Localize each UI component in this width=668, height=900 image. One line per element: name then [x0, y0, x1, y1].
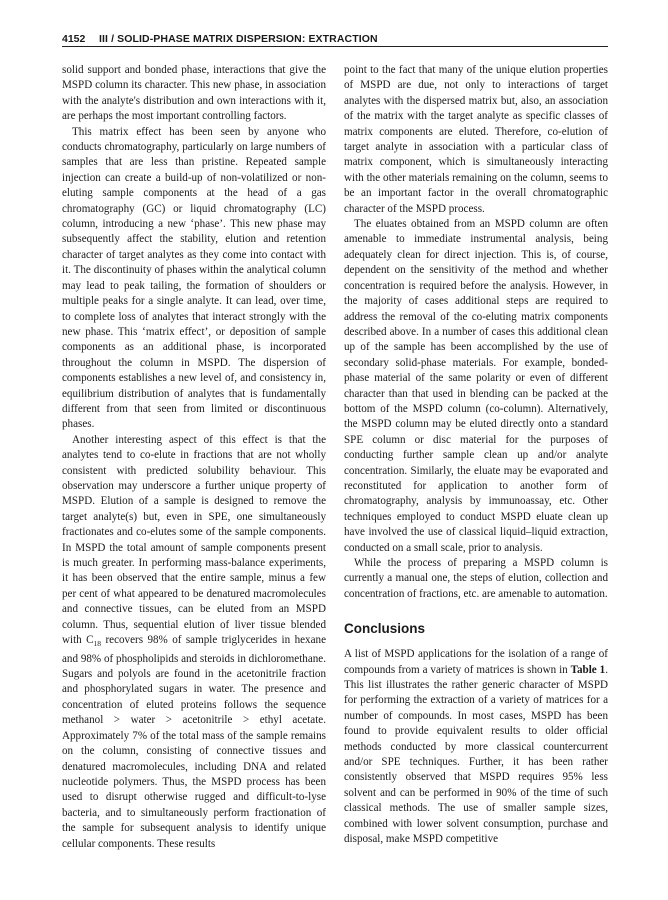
- left-paragraph-3: [62, 433, 326, 852]
- right-paragraph-4-part-b: . This list illustrates the rather generic character of MSPD for performing the extraction of a variety of matrices for a number of compounds. In most cases, MSPD has been found to provide equivalent results to older official methods conducted by more classical countercurrent and/or SPE techniques. Further, it has been rather consistently observed that MSPD requires 95% less solvent and can be performed in 90% of the time of such classical methods. The use of smaller sample sizes, combined with lower solvent consumption, purchase and disposal, make MSPD competitive: [344, 663, 608, 846]
- left-column: [62, 63, 326, 852]
- running-title: III / SOLID-PHASE MATRIX DISPERSION: EXTRACTION: [99, 33, 378, 45]
- left-paragraph-2: This matrix effect has been seen by anyone who conducts chromatography, particularly on large numbers of samples that are less than pristine. Repeated sample injection can create a build-up of non-volatilized or non-eluting sample components at the head of a gas chromatography (GC) or liquid chromatography (LC) column, introducing a new ‘phase’. This new phase may subsequently affect the stability, elution and retention character of target analytes as they come into contact with it. The discontinuity of phases within the analytical column may lead to peak tailing, the formation of shoulders or multiple peaks for a single analyte. It can lead, over time, to complete loss of analytes that interact strongly with the new phase. This ‘matrix effect’, or deposition of sample components as an additional phase, is incorporated throughout the column in MSPD. The dispersion of components establishes a new level of, and consistency in, equilibrium distribution of analytes that is fundamentally different from that seen from limited or discontinuous phases.: [62, 125, 326, 431]
- right-paragraph-4: [344, 647, 608, 847]
- right-paragraph-1: point to the fact that many of the unique elution properties of MSPD are due, not only to interactions of target analytes with the dispersed matrix but, also, an association of the matrix with the target analyte as specific classes of matrix components are eluted. Therefore, co-elution of target analyte in association with a particular class of matrix component, which is simultaneously interacting with the other materials remaining on the column, seems to be an important factor in the overall chromatographic character of the MSPD process.: [344, 64, 608, 215]
- left-paragraph-1: solid support and bonded phase, interactions that give the MSPD column its character. This new phase, in association with the analyte's distribution and own interactions with it, are perhaps the most important controlling factors.: [62, 64, 326, 123]
- table-reference-link[interactable]: Table 1: [570, 663, 606, 676]
- left-paragraph-3-part-b: recovers 98% of sample triglycerides in hexane and 98% of phospholipids and steroids in dichloromethane. Sugars and polyols are found in the acetonitrile fraction and phosphorylated sugars in water. The presence and concentration of eluted proteins follows the sequence methanol > water > acetonitrile > ethyl acetate. Approximately 7% of the total mass of the sample remains on the column, consisting of connective tissues and denatured macromolecules, including DNA and related nucleotide polymers. Thus, the MSPD process has been used to disrupt otherwise rugged and difficult-to-lyse bacteria, and to simultaneously perform fractionation of the sample for subsequent analysis to identify unique cellular components. These results: [62, 634, 326, 850]
- c18-subscript: 18: [93, 639, 102, 649]
- right-paragraph-2: The eluates obtained from an MSPD column are often amenable to immediate instrumental analysis, being adequately clean for direct injection. This is, of course, dependent on the sensitivity of the method and whether concentration is required before the analysis. However, in the majority of cases additional steps are required to address the removal of the co-eluting matrix components described above. In a number of cases this additional clean up of the sample has been accomplished by the use of secondary solid-phase materials. For example, bonded-phase material of the same polarity or even of different character than that used in blending can be packed at the bottom of the MSPD column (co-column). Alternatively, the MSPD column may be eluted directly onto a standard SPE column or disc material for the purposes of conducting further sample clean up and/or analyte concentration. Similarly, the eluate may be evaporated and reconstituted for application to another form of chromatography, analysis by immunoassay, etc. Other techniques employed to conduct MSPD eluate clean up have involved the use of classical liquid–liquid extraction, conducted on a small scale, prior to analysis.: [344, 218, 608, 554]
- page-number: 4152: [62, 33, 86, 45]
- left-paragraph-3-part-a: Another interesting aspect of this effect is that the analytes tend to co-elute in fractions that are not wholly consistent with predicted solubility behaviour. This observation may underscore a further unique property of MSPD. Elution of a sample is designed to remove the target analyte(s) but, even in SPE, one simultaneously fractionates and co-elutes some of the sample components. In MSPD the total amount of sample components present is much greater. In performing mass-balance experiments, it has been observed that the entire sample, minus a few per cent of what appeared to be denatured macromolecules and connective tissues, can be eluted from an MSPD column. Thus, sequential elution of liver tissue blended with C: [62, 433, 326, 647]
- right-column: [344, 63, 608, 848]
- right-paragraph-3: While the process of preparing a MSPD column is currently a manual one, the steps of elution, collection and concentration of fractions, etc. are amenable to automation.: [344, 557, 608, 600]
- section-heading-conclusions: Conclusions: [344, 621, 426, 637]
- header-rule: [62, 46, 608, 47]
- right-paragraph-4-part-a: A list of MSPD applications for the isolation of a range of compounds from a variety of matrices is shown in: [344, 648, 608, 676]
